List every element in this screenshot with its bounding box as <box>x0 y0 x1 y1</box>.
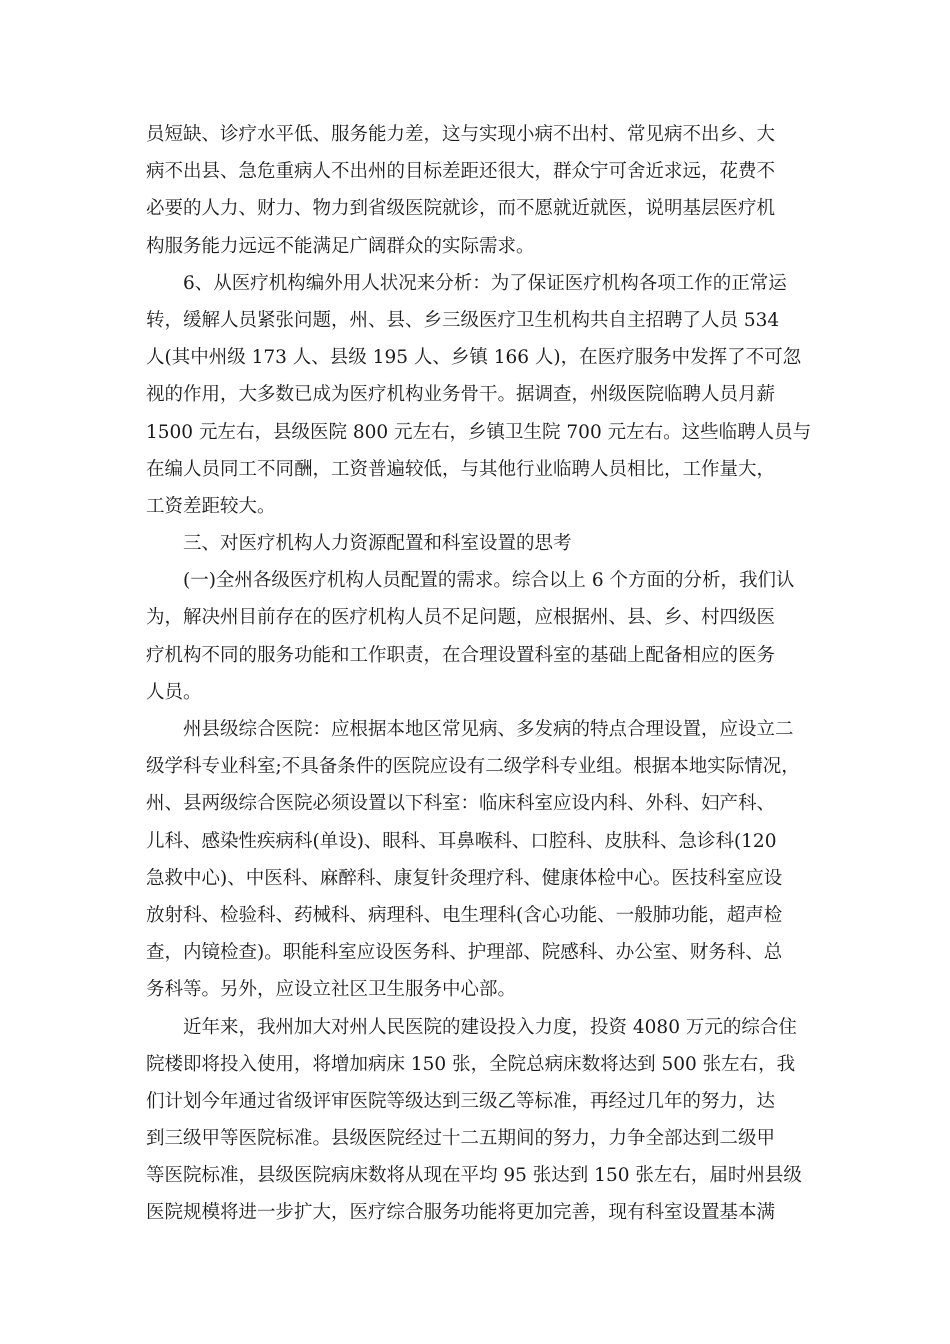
text-line: 病不出县、急危重病人不出州的目标差距还很大，群众宁可舍近求远，花费不 <box>146 161 776 183</box>
text-line: 级学科专业科室;不具备条件的医院应设有二级学科专业组。根据本地实际情况， <box>146 756 800 778</box>
text-line: 员短缺、诊疗水平低、服务能力差，这与实现小病不出村、常见病不出乡、大 <box>146 124 776 145</box>
text-line: 到三级甲等医院标准。县级医院经过十二五期间的努力，力争全部达到二级甲 <box>146 1128 776 1150</box>
text-line: 急救中心)、中医科、麻醉科、康复针灸理疗科、健康体检中心。医技科室应设 <box>146 867 783 889</box>
text-line: 放射科、检验科、药械科、病理科、电生理科(含心功能、一般肺功能，超声检 <box>146 904 783 926</box>
text-line: 人(其中州级 173 人、县级 195 人、乡镇 166 人)，在医疗服务中发挥了不可忽 <box>146 347 802 369</box>
document-body <box>146 116 816 1232</box>
paragraph-first-line: (一)全州各级医疗机构人员配置的需求。综合以上 6 个方面的分析，我们认 <box>183 570 795 592</box>
text-line: 务科等。另外，应设立社区卫生服务中心部。 <box>146 979 517 1001</box>
text-line: 院楼即将投入使用，将增加病床 150 张，全院总病床数将达到 500 张左右，我 <box>146 1053 796 1075</box>
text-line: 视的作用，大多数已成为医疗机构业务骨干。据调查，州级医院临聘人员月薪 <box>146 384 776 406</box>
text-line: 州、县两级综合医院必须设置以下科室：临床科室应设内科、外科、妇产科、 <box>146 793 776 815</box>
paragraph-first-line: 近年来，我州加大对州人民医院的建设投入力度，投资 4080 万元的综合住 <box>183 1016 797 1038</box>
text-line: 在编人员同工不同酬，工资普遍较低，与其他行业临聘人员相比，工作量大， <box>146 458 776 480</box>
paragraph-first-line: 6、从医疗机构编外用人状况来分析：为了保证医疗机构各项工作的正常运 <box>183 272 787 294</box>
text-line: 为，解决州目前存在的医疗机构人员不足问题，应根据州、县、乡、村四级医 <box>146 607 776 629</box>
text-line: 等医院标准，县级医院病床数将从现在平均 95 张达到 150 张左右，届时州县级 <box>146 1165 802 1187</box>
paragraph-first-line: 三、对医疗机构人力资源配置和科室设置的思考 <box>183 533 572 555</box>
text-line: 儿科、感染性疾病科(单设)、眼科、耳鼻喉科、口腔科、皮肤科、急诊科(120 <box>146 830 777 852</box>
text-line: 人员。 <box>146 681 202 703</box>
text-line: 必要的人力、财力、物力到省级医院就诊，而不愿就近就医，说明基层医疗机 <box>146 198 776 220</box>
paragraph-first-line: 州县级综合医院：应根据本地区常见病、多发病的特点合理设置，应设立二 <box>183 719 794 740</box>
text-line: 转，缓解人员紧张问题，州、县、乡三级医疗卫生机构共自主招聘了人员 534 <box>146 309 780 331</box>
text-line: 1500 元左右，县级医院 800 元左右，乡镇卫生院 700 元左右。这些临聘人员与 <box>146 421 812 443</box>
text-line: 们计划今年通过省级评审医院等级达到三级乙等标准，再经过几年的努力，达 <box>146 1090 776 1112</box>
text-line: 医院规模将进一步扩大，医疗综合服务功能将更加完善，现有科室设置基本满 <box>146 1202 776 1224</box>
text-line: 查，内镜检查)。职能科室应设医务科、护理部、院感科、办公室、财务科、总 <box>146 942 783 964</box>
text-line: 构服务能力远远不能满足广阔群众的实际需求。 <box>146 235 535 257</box>
text-line: 疗机构不同的服务功能和工作职责，在合理设置科室的基础上配备相应的医务 <box>146 644 776 666</box>
text-line: 工资差距较大。 <box>146 495 276 517</box>
